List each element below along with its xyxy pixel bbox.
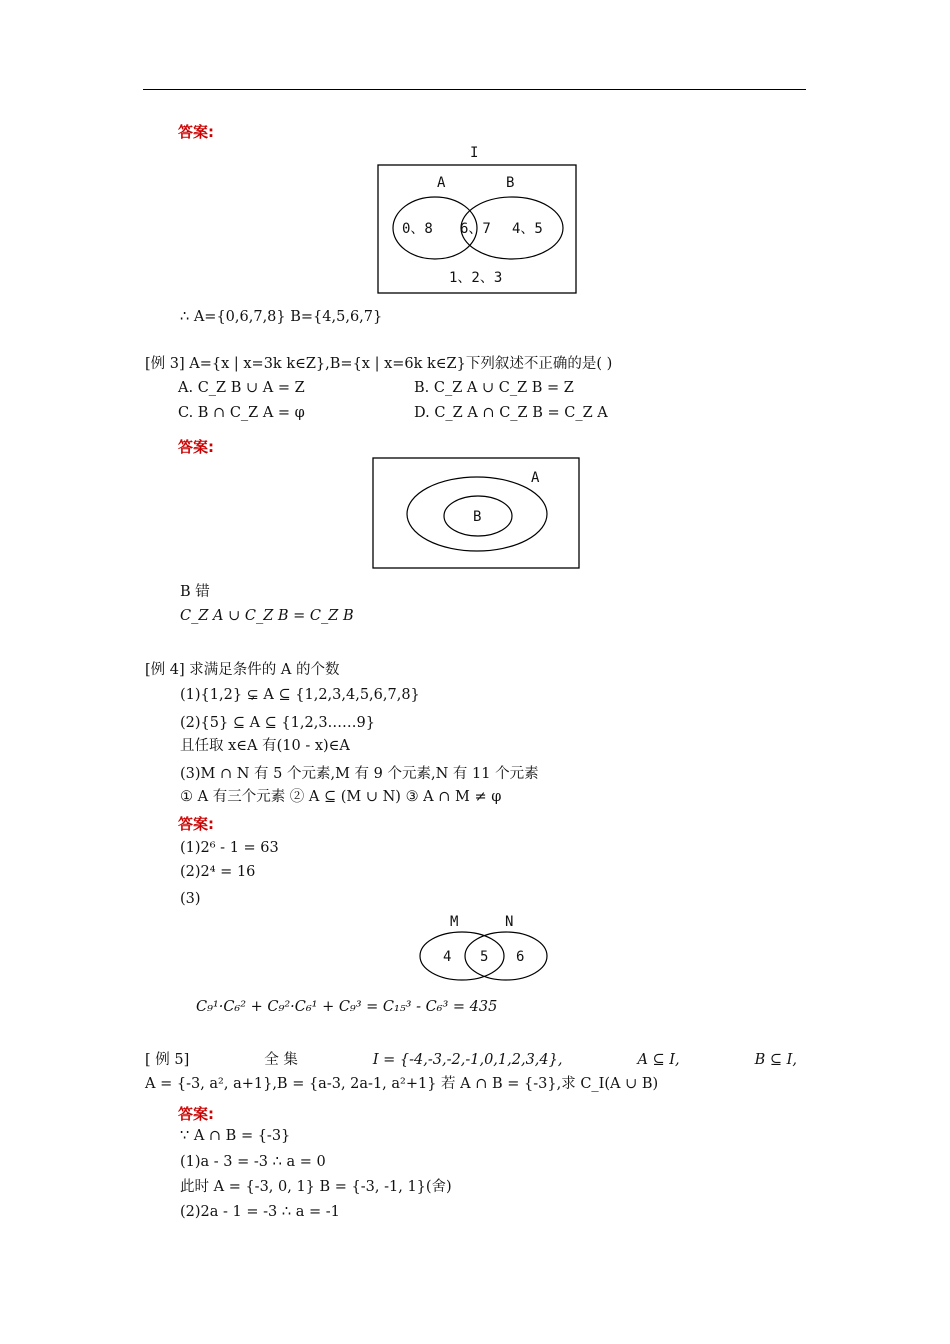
answer-label: 答案:	[178, 123, 214, 141]
set-a-label: A	[437, 175, 446, 191]
intersection-region: 5	[480, 949, 489, 965]
answer-label: 答案:	[178, 815, 214, 833]
set-m-label: M	[450, 914, 459, 930]
set-a-ellipse	[407, 477, 547, 551]
ex3-stem: [例 3] A={x | x=3k k∈Z},B={x | x=6k k∈Z}下列叙述不正确的是( )	[145, 356, 613, 372]
only-a-region: 0、8	[402, 221, 433, 237]
universe-label: I	[470, 145, 479, 161]
set-b-label: B	[473, 509, 482, 525]
ex4-answer-3: (3)	[180, 891, 201, 907]
set-b-ellipse	[461, 197, 563, 259]
ex4-condition-2: (2){5} ⊆ A ⊆ {1,2,3……9}	[180, 715, 375, 731]
ex4-condition-2b: 且任取 x∈A 有(10 - x)∈A	[180, 738, 350, 754]
set-n-ellipse	[465, 932, 547, 980]
ex3-option-a: A. C_Z B ∪ A = Z	[178, 380, 305, 396]
ex4-stem: [例 4] 求满足条件的 A 的个数	[145, 662, 340, 678]
set-b-ellipse	[444, 496, 512, 536]
universe-rect	[378, 165, 576, 293]
ex5-step-2: (1)a - 3 = -3 ∴ a = 0	[180, 1154, 326, 1170]
ex5-b-subset: B ⊆ I,	[754, 1052, 797, 1068]
ex5-a-subset: A ⊆ I,	[637, 1052, 680, 1068]
ex5-label: [ 例 5]	[145, 1052, 190, 1068]
ex5-universe-set: I = {-4,-3,-2,-1,0,1,2,3,4},	[372, 1052, 563, 1068]
set-m-ellipse	[420, 932, 504, 980]
ex3-option-d: D. C_Z A ∩ C_Z B = C_Z A	[414, 405, 608, 421]
ex3-verdict: B 错	[180, 584, 210, 600]
ex4-condition-3b: ① A 有三个元素 ② A ⊆ (M ∪ N) ③ A ∩ M ≠ φ	[180, 789, 502, 805]
ex5-step-1: ∵ A ∩ B = {-3}	[180, 1128, 291, 1144]
answer-label: 答案:	[178, 1105, 214, 1123]
ex5-stem-line1	[145, 1050, 797, 1070]
ex4-answer-2: (2)2⁴ = 16	[180, 864, 256, 880]
set-a-label: A	[531, 470, 540, 486]
ex3-option-b: B. C_Z A ∪ C_Z B = Z	[414, 380, 574, 396]
only-n-region: 6	[516, 949, 525, 965]
ex3-formula: C_Z A ∪ C_Z B = C_Z B	[180, 608, 354, 624]
ex4-condition-3: (3)M ∩ N 有 5 个元素,M 有 9 个元素,N 有 11 个元素	[180, 766, 539, 782]
ex5-step-4: (2)2a - 1 = -3 ∴ a = -1	[180, 1204, 340, 1220]
ex2-conclusion: ∴ A={0,6,7,8} B={4,5,6,7}	[180, 309, 383, 325]
intersection-region: 6、7	[460, 221, 491, 237]
only-b-region: 4、5	[512, 221, 543, 237]
ex5-step-3: 此时 A = {-3, 0, 1} B = {-3, -1, 1}(舍)	[180, 1179, 452, 1195]
header-rule	[143, 89, 806, 90]
answer-label: 答案:	[178, 438, 214, 456]
set-a-ellipse	[393, 197, 477, 259]
universe-rect	[373, 458, 579, 568]
ex4-formula: C₉¹·C₆² + C₉²·C₆¹ + C₉³ = C₁₅³ - C₆³ = 435	[196, 999, 498, 1015]
set-n-label: N	[505, 914, 514, 930]
ex4-condition-1: (1){1,2} ⊊ A ⊆ {1,2,3,4,5,6,7,8}	[180, 687, 420, 703]
set-b-label: B	[506, 175, 515, 191]
ex5-stem-line2: A = {-3, a², a+1},B = {a-3, 2a-1, a²+1} 若 A ∩ B = {-3},求 C_I(A ∪ B)	[145, 1076, 659, 1092]
ex4-answer-1: (1)2⁶ - 1 = 63	[180, 840, 279, 856]
ex3-option-c: C. B ∩ C_Z A = φ	[178, 405, 305, 421]
only-m-region: 4	[443, 949, 452, 965]
ex5-universe-word: 全 集	[264, 1052, 298, 1068]
outside-region: 1、2、3	[449, 270, 503, 286]
